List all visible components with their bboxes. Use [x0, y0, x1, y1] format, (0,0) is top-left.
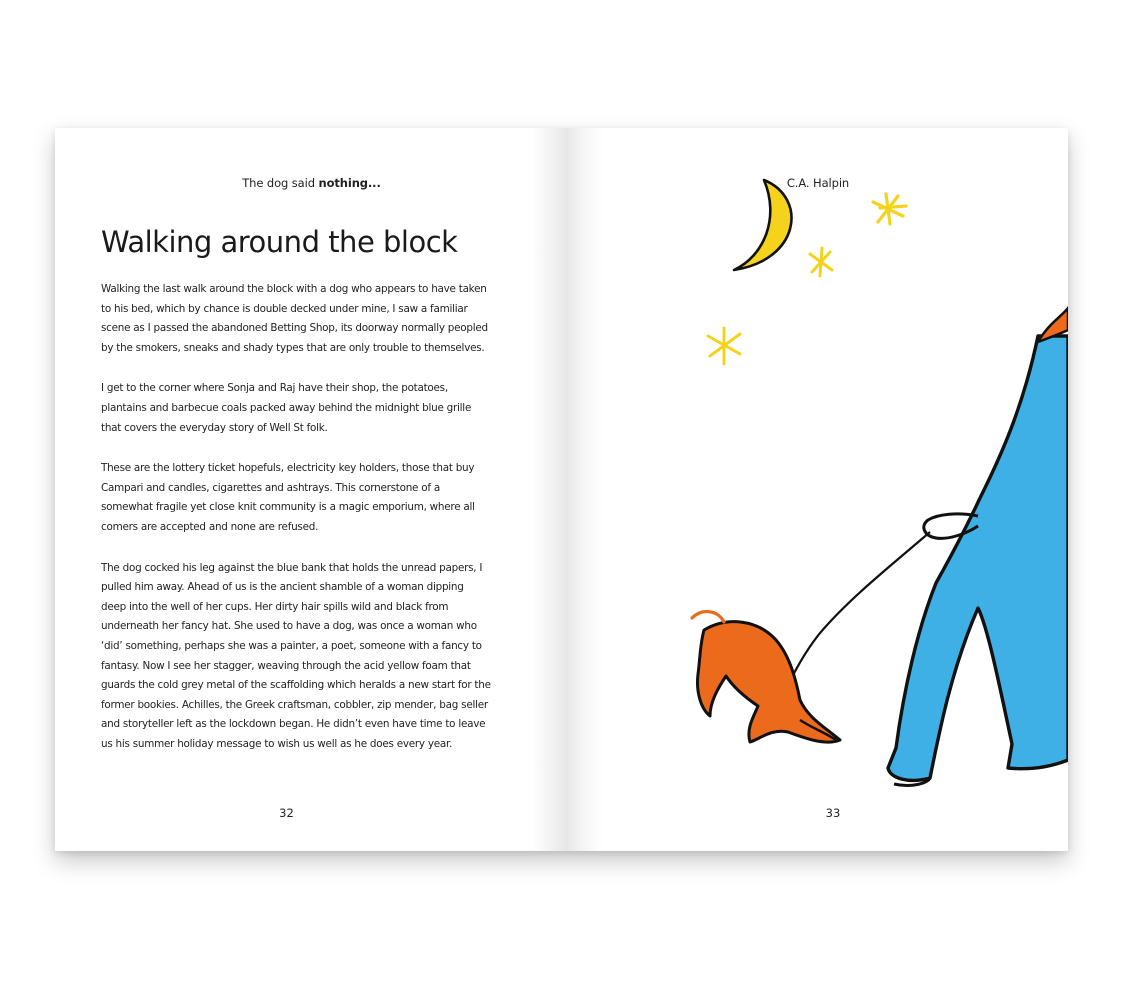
paragraph-1: Walking the last walk around the block with a dog who appears to have taken to his bed, which by chance is double decked under mine, I saw a familiar scene as I passed the abandoned Betting Shop, its doorway normally peopled by the smokers, sneaks and shady types that are only trouble to themselves.: [101, 283, 488, 354]
moon-drawing: [734, 180, 791, 270]
paragraph-3: These are the lottery ticket hopefuls, electricity key holders, those that buy Campari and candles, cigarettes and ashtrays. This cornerstone of a somewhat fragile yet close knit community is a magic emporium, where all comers are accepted and none are refused.: [101, 462, 475, 533]
chapter-body: [101, 280, 491, 775]
running-head-book-title: [55, 176, 568, 190]
page-number-right: 33: [825, 806, 841, 820]
star-drawing-left: [708, 328, 740, 364]
page-number-left: 32: [279, 806, 294, 820]
star-drawing-top-right: [873, 194, 906, 224]
walking-man-drawing: [888, 308, 1068, 785]
right-page: [568, 128, 1068, 851]
book-spread: [55, 128, 1068, 851]
paragraph-2: I get to the corner where Sonja and Raj have their shop, the potatoes, plantains and barbecue coals packed away behind the midnight blue grille that covers the everyday story of Well St folk.: [101, 382, 472, 434]
illustration-man-walking-dog: [568, 128, 1068, 851]
dog-drawing: [692, 612, 840, 743]
chapter-title: Walking around the block: [101, 225, 458, 259]
running-head-emphasis: nothing...: [318, 176, 381, 190]
running-head-prefix: The dog said: [242, 176, 319, 190]
star-drawing-middle: [810, 248, 832, 276]
running-head-author: C.A. Halpin: [786, 176, 850, 190]
left-page: [55, 128, 568, 851]
paragraph-4: The dog cocked his leg against the blue bank that holds the unread papers, I pulled him away. Ahead of us is the ancient shamble of a woman dipping deep into the well of her cups. Her dirty hair spills wild and black from underneath her fancy hat. She used to have a dog, was once a woman who ‘did’ something, perhaps she was a painter, a poet, someone with a fancy to fantasy. Now I see her stagger, weaving through the acid yellow foam that guards the cold grey metal of the scaffolding which heralds a new start for the former bookies. Achilles, the Greek craftsman, cobbler, zip mender, bag seller and storyteller left as the lockdown began. He didn’t even have time to leave us his summer holiday message to wish us well as he does every year.: [101, 561, 491, 750]
